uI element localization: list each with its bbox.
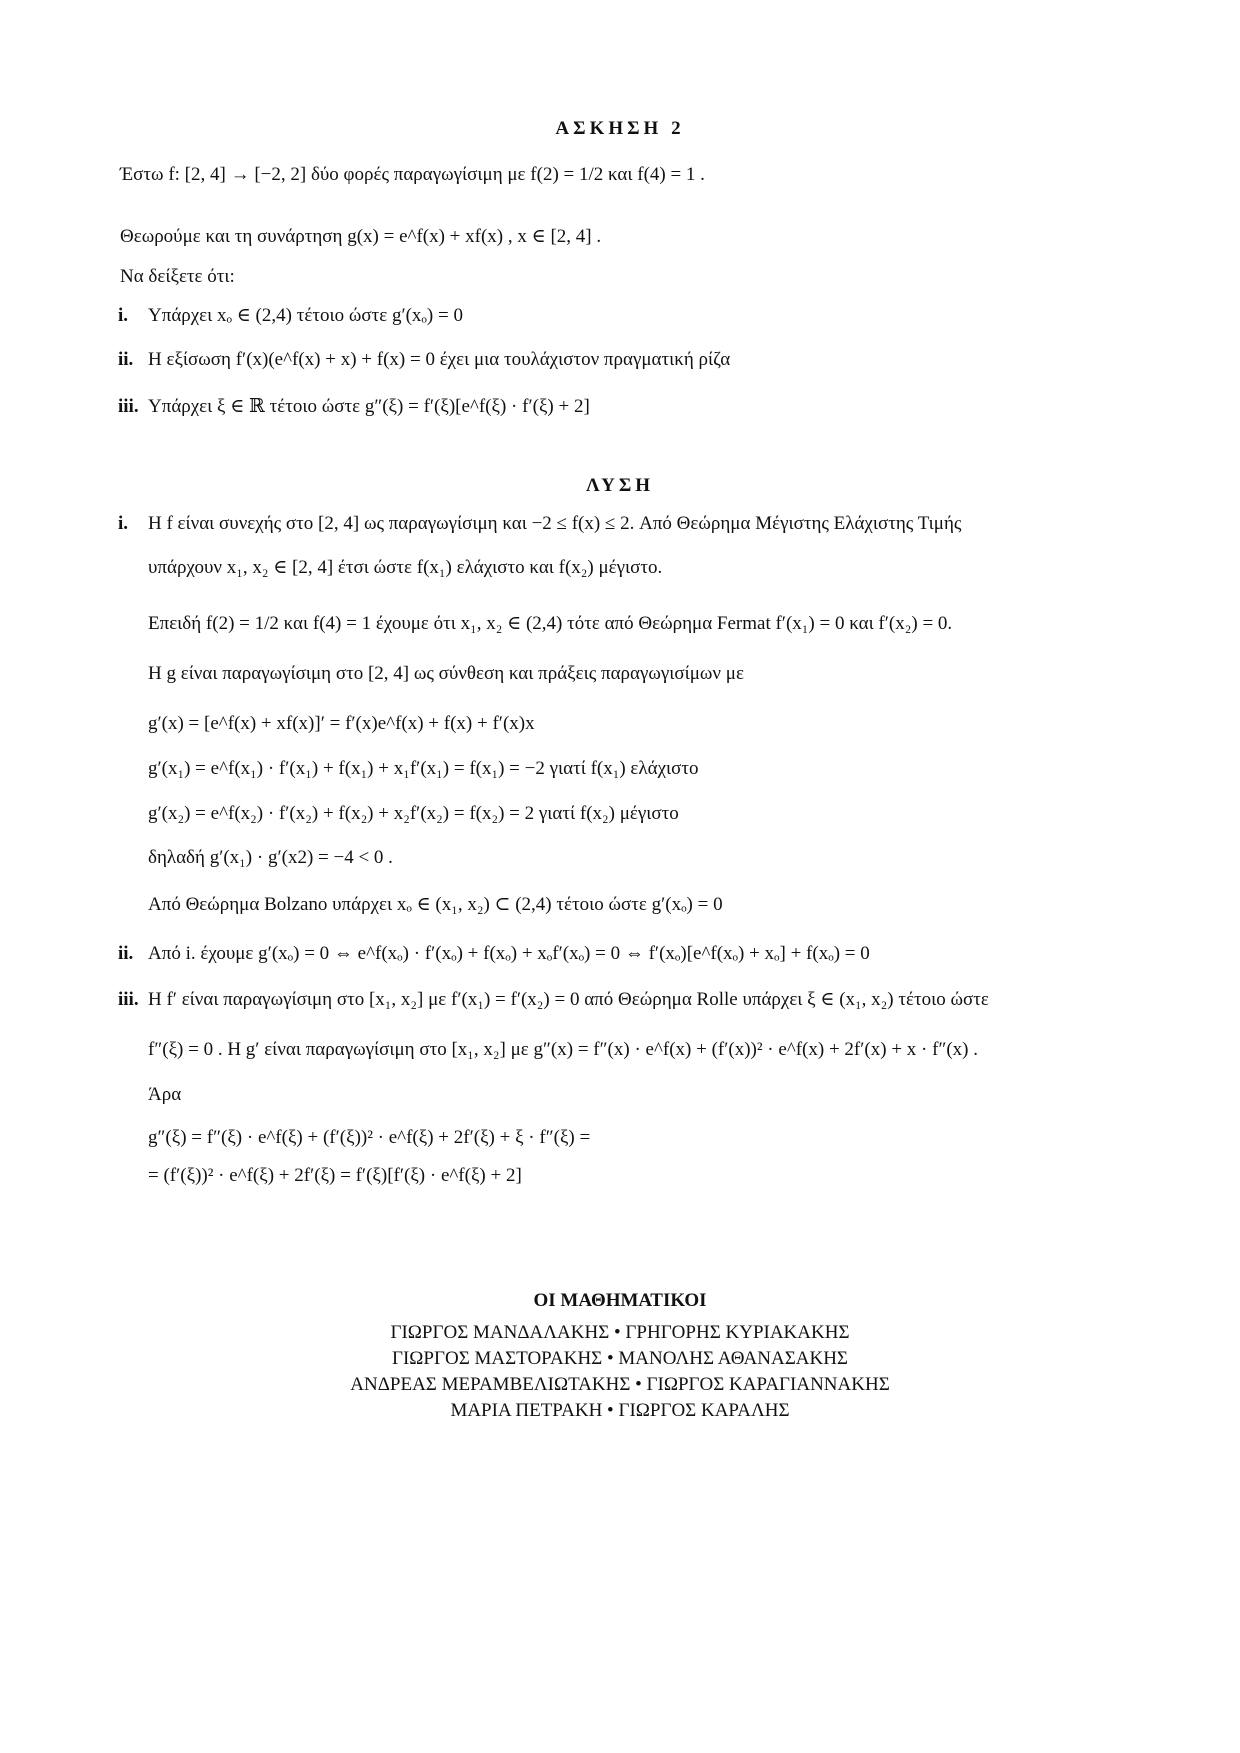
solution-i-line3: Επειδή f(2) = 1/2 και f(4) = 1 έχουμε ότι x₁, x₂ ∈ (2,4) τότε από Θεώρημα Fermat f′(x₁) = 0 και f′(x₂) = 0. — [148, 613, 953, 634]
exercise-prompt: Να δείξετε ότι: — [120, 266, 235, 287]
item-text: Υπάρχει xₒ ∈ (2,4) τέτοιο ώστε g′(xₒ) = 0 — [148, 305, 463, 326]
exercise-intro: Έστω f: [2, 4] → [−2, 2] δύο φορές παραγωγίσιμη με f(2) = 1/2 και f(4) = 1 . — [120, 164, 705, 185]
solution-iii-line5: = (f′(ξ))² · e^f(ξ) + 2f′(ξ) = f′(ξ)[f′(ξ) · e^f(ξ) + 2] — [148, 1165, 522, 1186]
item-label: iii. — [118, 396, 139, 417]
footer-heading: ΟΙ ΜΑΘΗΜΑΤΙΚΟΙ — [533, 1290, 707, 1311]
item-label: i. — [118, 305, 129, 326]
solution-title: ΛΥΣΗ — [585, 475, 655, 496]
solution-text: Από i. έχουμε g′(xₒ) = 0 ⇔ e^f(xₒ) · f′(xₒ) + f(xₒ) + xₒf′(xₒ) = 0 ⇔ f′(xₒ)[e^f(xₒ) + xₒ] + f(xₒ) = 0 — [148, 943, 870, 964]
solution-text: Η f είναι συνεχής στο [2, 4] ως παραγωγίσιμη και −2 ≤ f(x) ≤ 2. Από Θεώρημα Μέγιστης Ελάχιστης Τιμής — [148, 513, 962, 534]
footer-authors-line: ΑΝΔΡΕΑΣ ΜΕΡΑΜΒΕΛΙΩΤΑΚΗΣ • ΓΙΩΡΓΟΣ ΚΑΡΑΓΙΑΝΝΑΚΗΣ — [350, 1374, 890, 1395]
solution-iii-line1 — [118, 988, 989, 1012]
solution-i-line6: g′(x₁) = e^f(x₁) · f′(x₁) + f(x₁) + x₁f′(x₁) = f(x₁) = −2 γιατί f(x₁) ελάχιστο — [148, 758, 699, 779]
footer-authors-line: ΜΑΡΙΑ ΠΕΤΡΑΚΗ • ΓΙΩΡΓΟΣ ΚΑΡΑΛΗΣ — [450, 1400, 790, 1421]
solution-i-line1 — [118, 512, 961, 536]
exercise-item-i — [118, 304, 463, 328]
exercise-item-iii — [118, 395, 590, 419]
item-text: Η εξίσωση f′(x)(e^f(x) + x) + f(x) = 0 έχει μια τουλάχιστον πραγματική ρίζα — [148, 349, 731, 370]
item-text: Υπάρχει ξ ∈ ℝ τέτοιο ώστε g″(ξ) = f′(ξ)[e^f(ξ) · f′(ξ) + 2] — [148, 396, 590, 417]
solution-i-line8: δηλαδή g′(x₁) · g′(x2) = −4 < 0 . — [148, 847, 393, 868]
solution-i-line4: Η g είναι παραγωγίσιμη στο [2, 4] ως σύνθεση και πράξεις παραγωγισίμων με — [148, 663, 744, 684]
function-definition: Θεωρούμε και τη συνάρτηση g(x) = e^f(x) + xf(x) , x ∈ [2, 4] . — [120, 226, 602, 247]
solution-i-line9: Από Θεώρημα Bolzano υπάρχει xₒ ∈ (x₁, x₂) ⊂ (2,4) τέτοιο ώστε g′(xₒ) = 0 — [148, 894, 723, 915]
solution-text: Η f′ είναι παραγωγίσιμη στο [x₁, x₂] με f′(x₁) = f′(x₂) = 0 από Θεώρημα Rolle υπάρχει ξ ∈ (x₁, x₂) τέτοιο ώστε — [148, 989, 989, 1010]
solution-iii-line4: g″(ξ) = f″(ξ) · e^f(ξ) + (f′(ξ))² · e^f(ξ) + 2f′(ξ) + ξ · f″(ξ) = — [148, 1127, 591, 1148]
solution-iii-line2: f″(ξ) = 0 . Η g′ είναι παραγωγίσιμη στο [x₁, x₂] με g″(x) = f″(x) · e^f(x) + (f′(x))² · e^f(x) + 2f′(x) + x · f″(x) . — [148, 1039, 979, 1060]
part-label: ii. — [118, 943, 134, 964]
exercise-title: ΑΣΚΗΣΗ 2 — [555, 118, 685, 139]
solution-ii-line1 — [118, 942, 870, 966]
solution-i-line2: υπάρχουν x₁, x₂ ∈ [2, 4] έτσι ώστε f(x₁) ελάχιστο και f(x₂) μέγιστο. — [148, 557, 663, 578]
solution-i-line5: g′(x) = [e^f(x) + xf(x)]′ = f′(x)e^f(x) + f(x) + f′(x)x — [148, 713, 535, 734]
item-label: ii. — [118, 349, 134, 370]
footer-authors-line: ΓΙΩΡΓΟΣ ΜΑΝΔΑΛΑΚΗΣ • ΓΡΗΓΟΡΗΣ ΚΥΡΙΑΚΑΚΗΣ — [390, 1322, 850, 1343]
exercise-item-ii — [118, 348, 730, 372]
footer-authors-line: ΓΙΩΡΓΟΣ ΜΑΣΤΟΡΑΚΗΣ • ΜΑΝΟΛΗΣ ΑΘΑΝΑΣΑΚΗΣ — [392, 1348, 848, 1369]
solution-iii-line3: Άρα — [148, 1084, 182, 1105]
part-label: iii. — [118, 989, 139, 1010]
part-label: i. — [118, 513, 129, 534]
solution-i-line7: g′(x₂) = e^f(x₂) · f′(x₂) + f(x₂) + x₂f′(x₂) = f(x₂) = 2 γιατί f(x₂) μέγιστο — [148, 803, 679, 824]
